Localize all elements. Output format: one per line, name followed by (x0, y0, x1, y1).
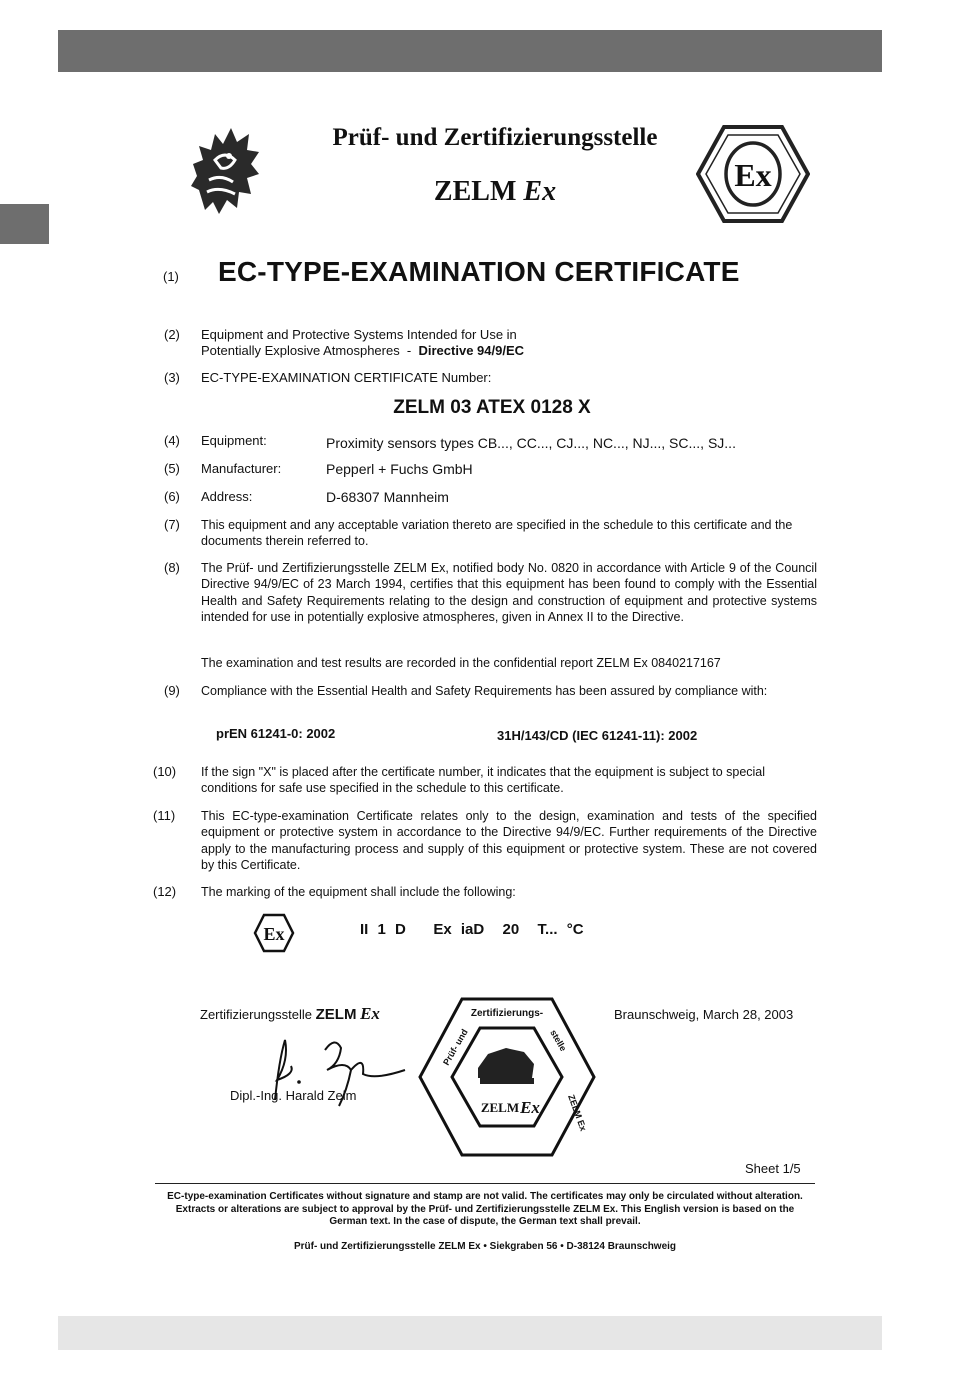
item-3-text: EC-TYPE-EXAMINATION CERTIFICATE Number: (201, 370, 492, 385)
item-3-number: (3) (164, 370, 180, 385)
marking-ex-text: Ex (263, 924, 285, 944)
item-8-report: The examination and test results are recorded in the confidential report ZELM Ex 0840217167 (201, 656, 721, 670)
footer-validity-note: EC-type-examination Certificates without signature and stamp are not valid. The certificates may only be circulated without alteration. Extracts or alterations are subject to approval by the Prüf- und Zertifizierungsstelle ZELM Ex. This English version is based on the German text. In the case of dispute, the German text shall prevail. (167, 1191, 803, 1227)
place-and-date: Braunschweig, March 28, 2003 (614, 1007, 794, 1022)
official-stamp (418, 996, 596, 1158)
item-9-text: Compliance with the Essential Health and Safety Requirements has been assured by compliance with: (201, 684, 768, 698)
item-10-text: If the sign "X" is placed after the certificate number, it indicates that the equipment is subject to special conditions for safe use specified in the schedule to this certificate. (201, 765, 766, 796)
lion-coat-of-arms-icon (185, 120, 265, 220)
item-5-number: (5) (164, 461, 180, 476)
footer-address: Prüf- und Zertifizierungsstelle ZELM Ex • Siekgraben 56 • D-38124 Braunschweig (293, 1241, 677, 1252)
item-6-label: Address: (201, 489, 253, 504)
badge-ex-text: Ex (734, 157, 772, 193)
title-number: (1) (163, 269, 179, 284)
item-6-value: D-68307 Mannheim (326, 489, 449, 505)
item-11-number: (11) (153, 808, 176, 823)
signature-org-ex: Ex (360, 1004, 380, 1023)
item-8-text: The Prüf- und Zertifizierungsstelle ZELM Ex, notified body No. 0820 in accordance with Article 9 of the Council Directive 94/9/EC of 23 March 1994, certifies that this equipment has been found to comply with the Essential Health and Safety Requirements relating to the design and construction of equipment and protective systems intended for use in potentially explosive atmospheres, given in Annex II to the Directive. (201, 561, 817, 624)
item-7-number: (7) (164, 517, 180, 532)
item-8-number: (8) (164, 560, 180, 575)
item-2-line2-text: Potentially Explosive Atmospheres - (201, 343, 419, 358)
item-2-line2 (201, 343, 524, 359)
item-4-number: (4) (164, 433, 180, 448)
item-12-text: The marking of the equipment shall include the following: (201, 885, 516, 899)
certificate-number: ZELM 03 ATEX 0128 X (393, 397, 591, 418)
signature-org-label (200, 1004, 380, 1024)
stamp-top-text: Zertifizierungs- (470, 1008, 544, 1019)
item-11-text: This EC-type-examination Certificate relates only to the design, examination and tests of the specified equipment or protective system in accordance to the Directive 94/9/EC. Further requirements of the Directive apply to the manufacturing process and supply of this equipment or protective system. These are not covered by this Certificate. (201, 809, 817, 872)
stamp-ex-text: Ex (520, 1098, 540, 1117)
certificate-title: EC-TYPE-EXAMINATION CERTIFICATE (218, 256, 740, 287)
org-ex-symbol: Ex (523, 176, 557, 207)
org-short-text: ZELM (433, 176, 517, 207)
footer-divider (155, 1183, 815, 1184)
item-7-text: This equipment and any acceptable variation thereto are specified in the schedule to this certificate and the documents therein referred to. (201, 518, 793, 549)
item-4-value: Proximity sensors types CB..., CC..., CJ..., NC..., NJ..., SC..., SJ... (326, 435, 736, 451)
item-2-directive: Directive 94/9/EC (418, 343, 525, 358)
item-9-number: (9) (164, 683, 180, 698)
ex-marking-icon (253, 913, 295, 953)
item-12-number: (12) (153, 884, 177, 899)
org-short-name (300, 176, 690, 208)
item-2-number: (2) (164, 327, 180, 342)
item-5-label: Manufacturer: (201, 461, 282, 476)
item-9-standard-1: prEN 61241-0: 2002 (216, 726, 336, 741)
stamp-left-text: Prüf- und (441, 1027, 470, 1067)
ex-hexagon-badge-icon (696, 124, 810, 224)
item-6-number: (6) (164, 489, 180, 504)
item-2-line1: Equipment and Protective Systems Intended for Use in (201, 327, 517, 342)
signature-org-bold: ZELM (315, 1006, 357, 1023)
stamp-center-text: ZELM (480, 1100, 520, 1115)
stamp-right-text: stelle (548, 1028, 569, 1053)
item-4-label: Equipment: (201, 433, 267, 448)
item-9-standard-2: 31H/143/CD (IEC 61241-11): 2002 (497, 728, 698, 743)
side-tab-marker (0, 204, 49, 244)
sheet-number: Sheet 1/5 (745, 1161, 801, 1176)
item-10-number: (10) (153, 764, 177, 779)
page-top-bar (58, 30, 882, 72)
stamp-right-text-2: ZELM Ex (566, 1093, 589, 1133)
signer-name: Dipl.-Ing. Harald Zelm (230, 1088, 357, 1103)
org-name: Prüf- und Zertifizierungsstelle (332, 124, 658, 151)
page-bottom-bar (58, 1316, 882, 1350)
signature-org-prefix: Zertifizierungsstelle (200, 1007, 316, 1022)
equipment-marking: II 1 D Ex iaD 20 T... °C (360, 921, 584, 938)
item-5-value: Pepperl + Fuchs GmbH (326, 461, 473, 477)
